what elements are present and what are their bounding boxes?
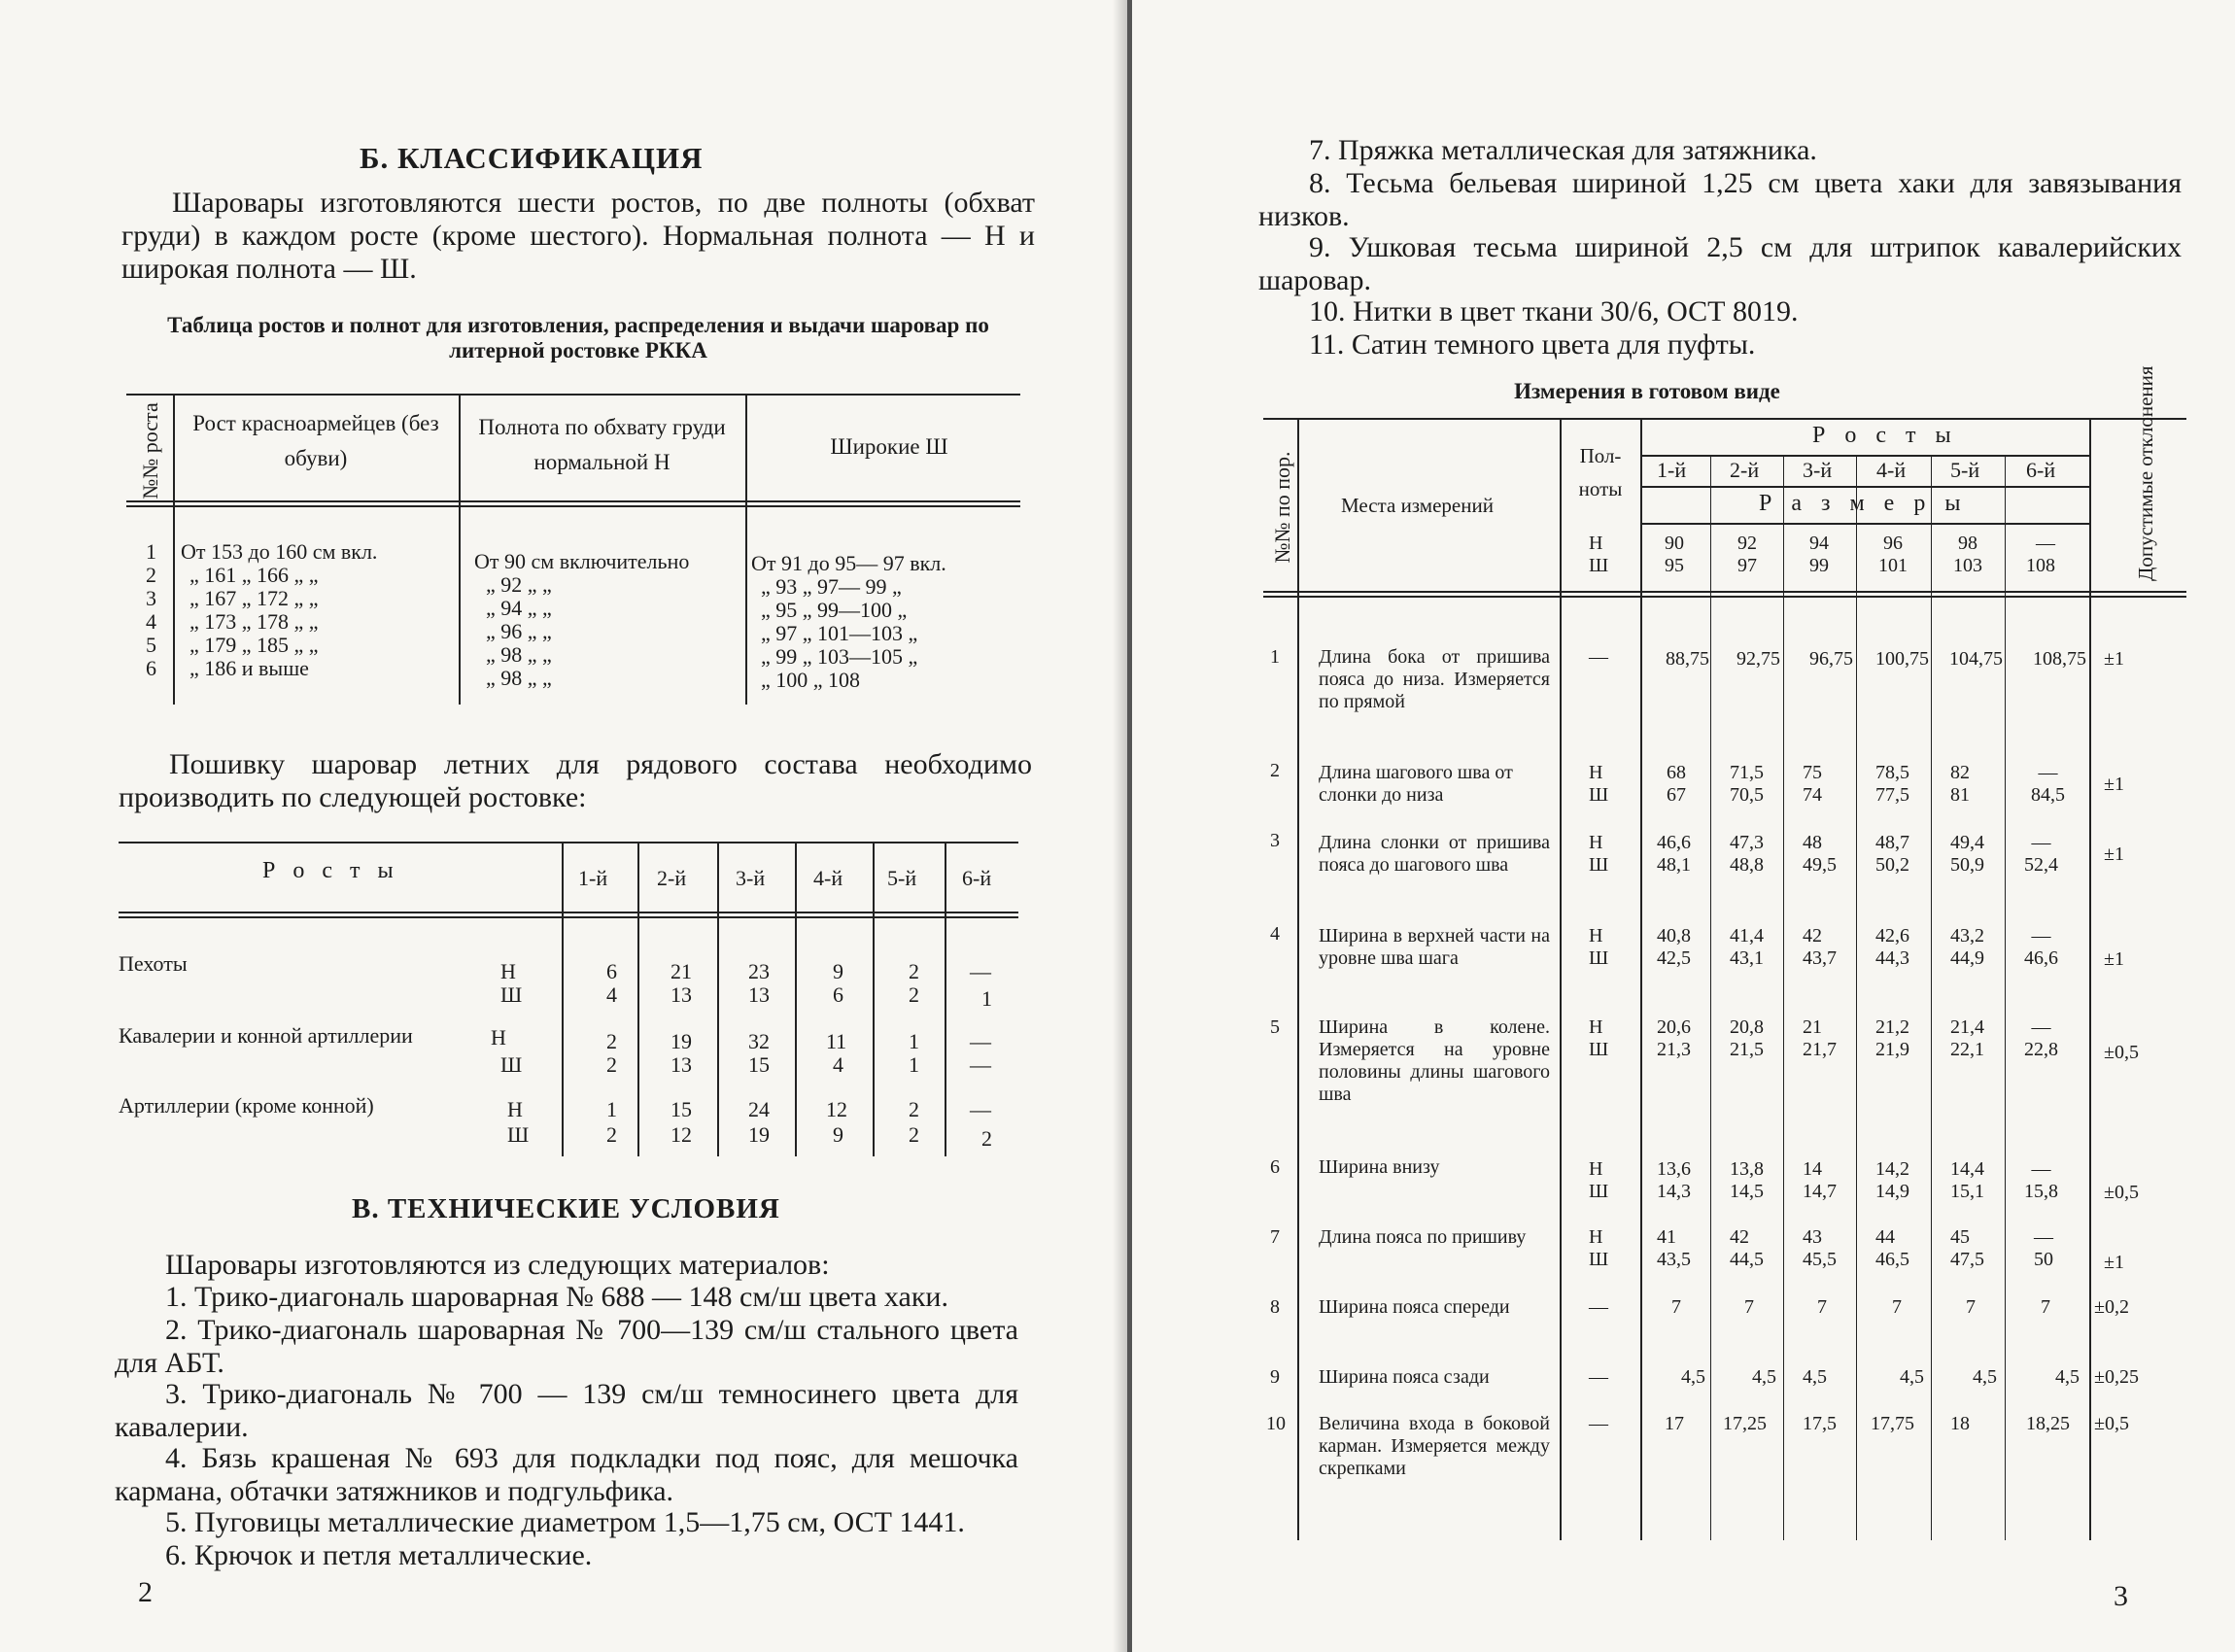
table3-col-tolerance: Допустимые отклонения [2134, 365, 2157, 581]
material-item: 2. Трико-диагональ шароварная № 700—139 см/ш стального цвета для АБТ. [115, 1314, 1018, 1379]
material-item: 9. Ушковая тесьма шириной 2,5 см для штрипок кавалерийских шаровар. [1258, 231, 2182, 296]
table3-razmery: Р а з м е р ы [1759, 491, 1968, 516]
material-item: 1. Трико-диагональ шароварная № 688 — 148 см/ш цвета хаки. [165, 1281, 948, 1313]
table1-col-num: №№ роста [138, 402, 162, 499]
table1-col-height: Рост красноармейцев (без обуви) [192, 411, 439, 470]
right-page: 7. Пряжка металлическая для затяжника. 8. Тесьма бельевая шириной 1,25 см цвета хаки для завязывания низков. 9. Ушковая тесьма шириной 2,5 см для штрипок кавалерийских шаровар. 10. Нитки в цвет ткани 30/6, ОСТ 8019. 11. Сатин темного цвета для пуфты. Измерения в готовом виде №№ по пор. Места измерений Пол- ноты Р о с т ы 1-й 2-й 3-й 4-й 5-й 6-й Р а з м е р ы Допустимые отклонения Н Ш 90 95 92 97 94 99 96 101 98 103 — 108 1 Длина бока от пришива пояса до низа. Измеряется по прямой — 88,75 92,75 96,75 100,75 104,75 108,75 ±1 2 Длина шагового шва от слонки до низа Н Ш 68 67 71,5 70,5 75 74 78,5 77,5 82 81 — 84,5 ±1 3 Длина слонки от пришива пояса до шагового шва Н Ш 46,6 48,1 47,3 48,8 48 49,5 48,7 50,2 49,4 50,9 — 52,4 ±1 4 Ширина в верхней части на уровне шва шага Н Ш 40,8 42,5 41,4 43,1 42 43,7 42,6 44,3 43,2 44,9 — 46,6 ±1 5 Ширина в колене. Измеряется на уровне половины длины шагового шва Н Ш 20,6 21,3 20,8 21,5 21 21,7 21,2 21,9 21,4 22,1 — 22,8 ±0,5 6 Ширина внизу Н Ш 13,6 14,3 13,8 14,5 14 14,7 14,2 14,9 14,4 15,1 — 15,8 ±0,5 7 Длина пояса по пришиву Н Ш 41 43,5 42 44,5 43 45,5 44 46,5 45 47,5 — 50 ±1 8 Ширина пояса спереди — 7 7 7 7 7 7 ±0,2 9 Ширина пояса сзади — 4,5 4,5 4,5 4,5 4,5 4,5 ±0,25 10 Величина входа в боковой карман. Измеряется между скрепками — 17 17,25 17,5 17,75 18 18,25 ±0,5 3 [1132, 0, 2235, 1652]
table1-caption: Таблица ростов и полнот для изготовления, распределения и выдачи шаровар по литерной ростовке РККА [167, 313, 989, 362]
material-item: 3. Трико-диагональ № 700 — 139 см/ш темносинего цвета для кавалерии. [115, 1378, 1018, 1443]
table3-col-num: №№ по пор. [1270, 451, 1294, 564]
table2-header: Р о с т ы [262, 858, 399, 883]
page-number-left: 2 [138, 1576, 153, 1608]
materials-intro: Шаровары изготовляются из следующих материалов: [165, 1249, 830, 1281]
left-page: Б. КЛАССИФИКАЦИЯ Шаровары изготовляются шести ростов, по две полноты (обхват груди) в каждом росте (кроме шестого). Нормальная полнота — Н и широкая полнота — Ш. Таблица ростов и полнот для изготовления, распределения и выдачи шаровар по литерной ростовке РККА №№ роста Рост красноармейцев (без обуви) Полнота по обхвату груди нормальной Н Широкие Ш 1 От 153 до 160 см вкл. От 90 см включительно От 91 до 95— 97 вкл. 2 „ 161 „ 166 „ „ „ 92 „ „ „ 93 „ 97— 99 „ 3 „ 167 „ 172 „ „ „ 94 „ „ „ 95 „ 99—100 „ 4 „ 173 „ 178 „ „ „ 96 „ „ „ 97 „ 101—103 „ 5 „ 179 „ 185 „ „ „ 98 „ „ „ 99 „ 103—105 „ 6 „ 186 и выше „ 98 „ „ „ 100 „ 108 Пошивку шаровар летних для рядового состава необходимо производить по следующей ростовке: Р о с т ы 1-й 2-й 3-й 4-й 5-й 6-й Пехоты Н 6 21 23 9 2 — Ш 4 13 13 6 2 1 Кавалерии и конной артиллерии Н 2 19 32 11 1 — Ш 2 13 15 4 1 — Артиллерии (кроме конной) Н 1 15 24 12 2 — Ш 2 12 19 9 2 2 В. ТЕХНИЧЕСКИЕ УСЛОВИЯ Шаровары изготовляются из следующих материалов: 1. Трико-диагональ шароварная № 688 — 148 см/ш цвета хаки. 2. Трико-диагональ шароварная № 700—139 см/ш стального цвета для АБТ. 3. Трико-диагональ № 700 — 139 см/ш темносинего цвета для кавалерии. 4. Бязь крашеная № 693 для подкладки под пояс, для мешочка кармана, обтачки затяжников и подгульфика. 5. Пуговицы металлические диаметром 1,5—1,75 см, ОСТ 1441. 6. Крючок и петля металлические. 2 [0, 0, 1127, 1652]
table2-group-label: Пехоты [119, 951, 188, 976]
material-item: 7. Пряжка металлическая для затяжника. [1309, 134, 1817, 166]
material-item: 4. Бязь крашеная № 693 для подкладки под пояс, для мешочка кармана, обтачки затяжников и подгульфика. [115, 1442, 1018, 1507]
table1-col-wide: Широкие Ш [830, 434, 948, 459]
material-item: 11. Сатин темного цвета для пуфты. [1309, 328, 1756, 361]
table2-group-label: Кавалерии и конной артиллерии [119, 1023, 413, 1048]
table3-caption: Измерения в готовом виде [1514, 379, 1780, 403]
table3-col-fullness: Пол- ноты [1578, 444, 1623, 500]
heading-classification: Б. КЛАССИФИКАЦИЯ [360, 141, 704, 175]
sewing-paragraph: Пошивку шаровар летних для рядового состава необходимо производить по следующей ростовке: [119, 748, 1032, 813]
material-item: 6. Крючок и петля металлические. [165, 1539, 593, 1571]
material-item: 10. Нитки в цвет ткани 30/6, ОСТ 8019. [1309, 295, 1799, 327]
intro-paragraph: Шаровары изготовляются шести ростов, по две полноты (обхват груди) в каждом росте (кроме шестого). Нормальная полнота — Н и широкая полнота — Ш. [121, 187, 1035, 285]
table3-col-place: Места измерений [1341, 494, 1494, 517]
table1-col-normal: Полнота по обхвату груди нормальной Н [478, 415, 726, 474]
table3-rosty: Р о с т ы [1812, 423, 1958, 448]
heading-technical-conditions: В. ТЕХНИЧЕСКИЕ УСЛОВИЯ [352, 1193, 780, 1224]
page-number-right: 3 [2114, 1580, 2128, 1612]
material-item: 5. Пуговицы металлические диаметром 1,5—1,75 см, ОСТ 1441. [165, 1506, 965, 1538]
material-item: 8. Тесьма бельевая шириной 1,25 см цвета хаки для завязывания низков. [1258, 167, 2182, 232]
table2-group-label: Артиллерии (кроме конной) [119, 1093, 374, 1118]
